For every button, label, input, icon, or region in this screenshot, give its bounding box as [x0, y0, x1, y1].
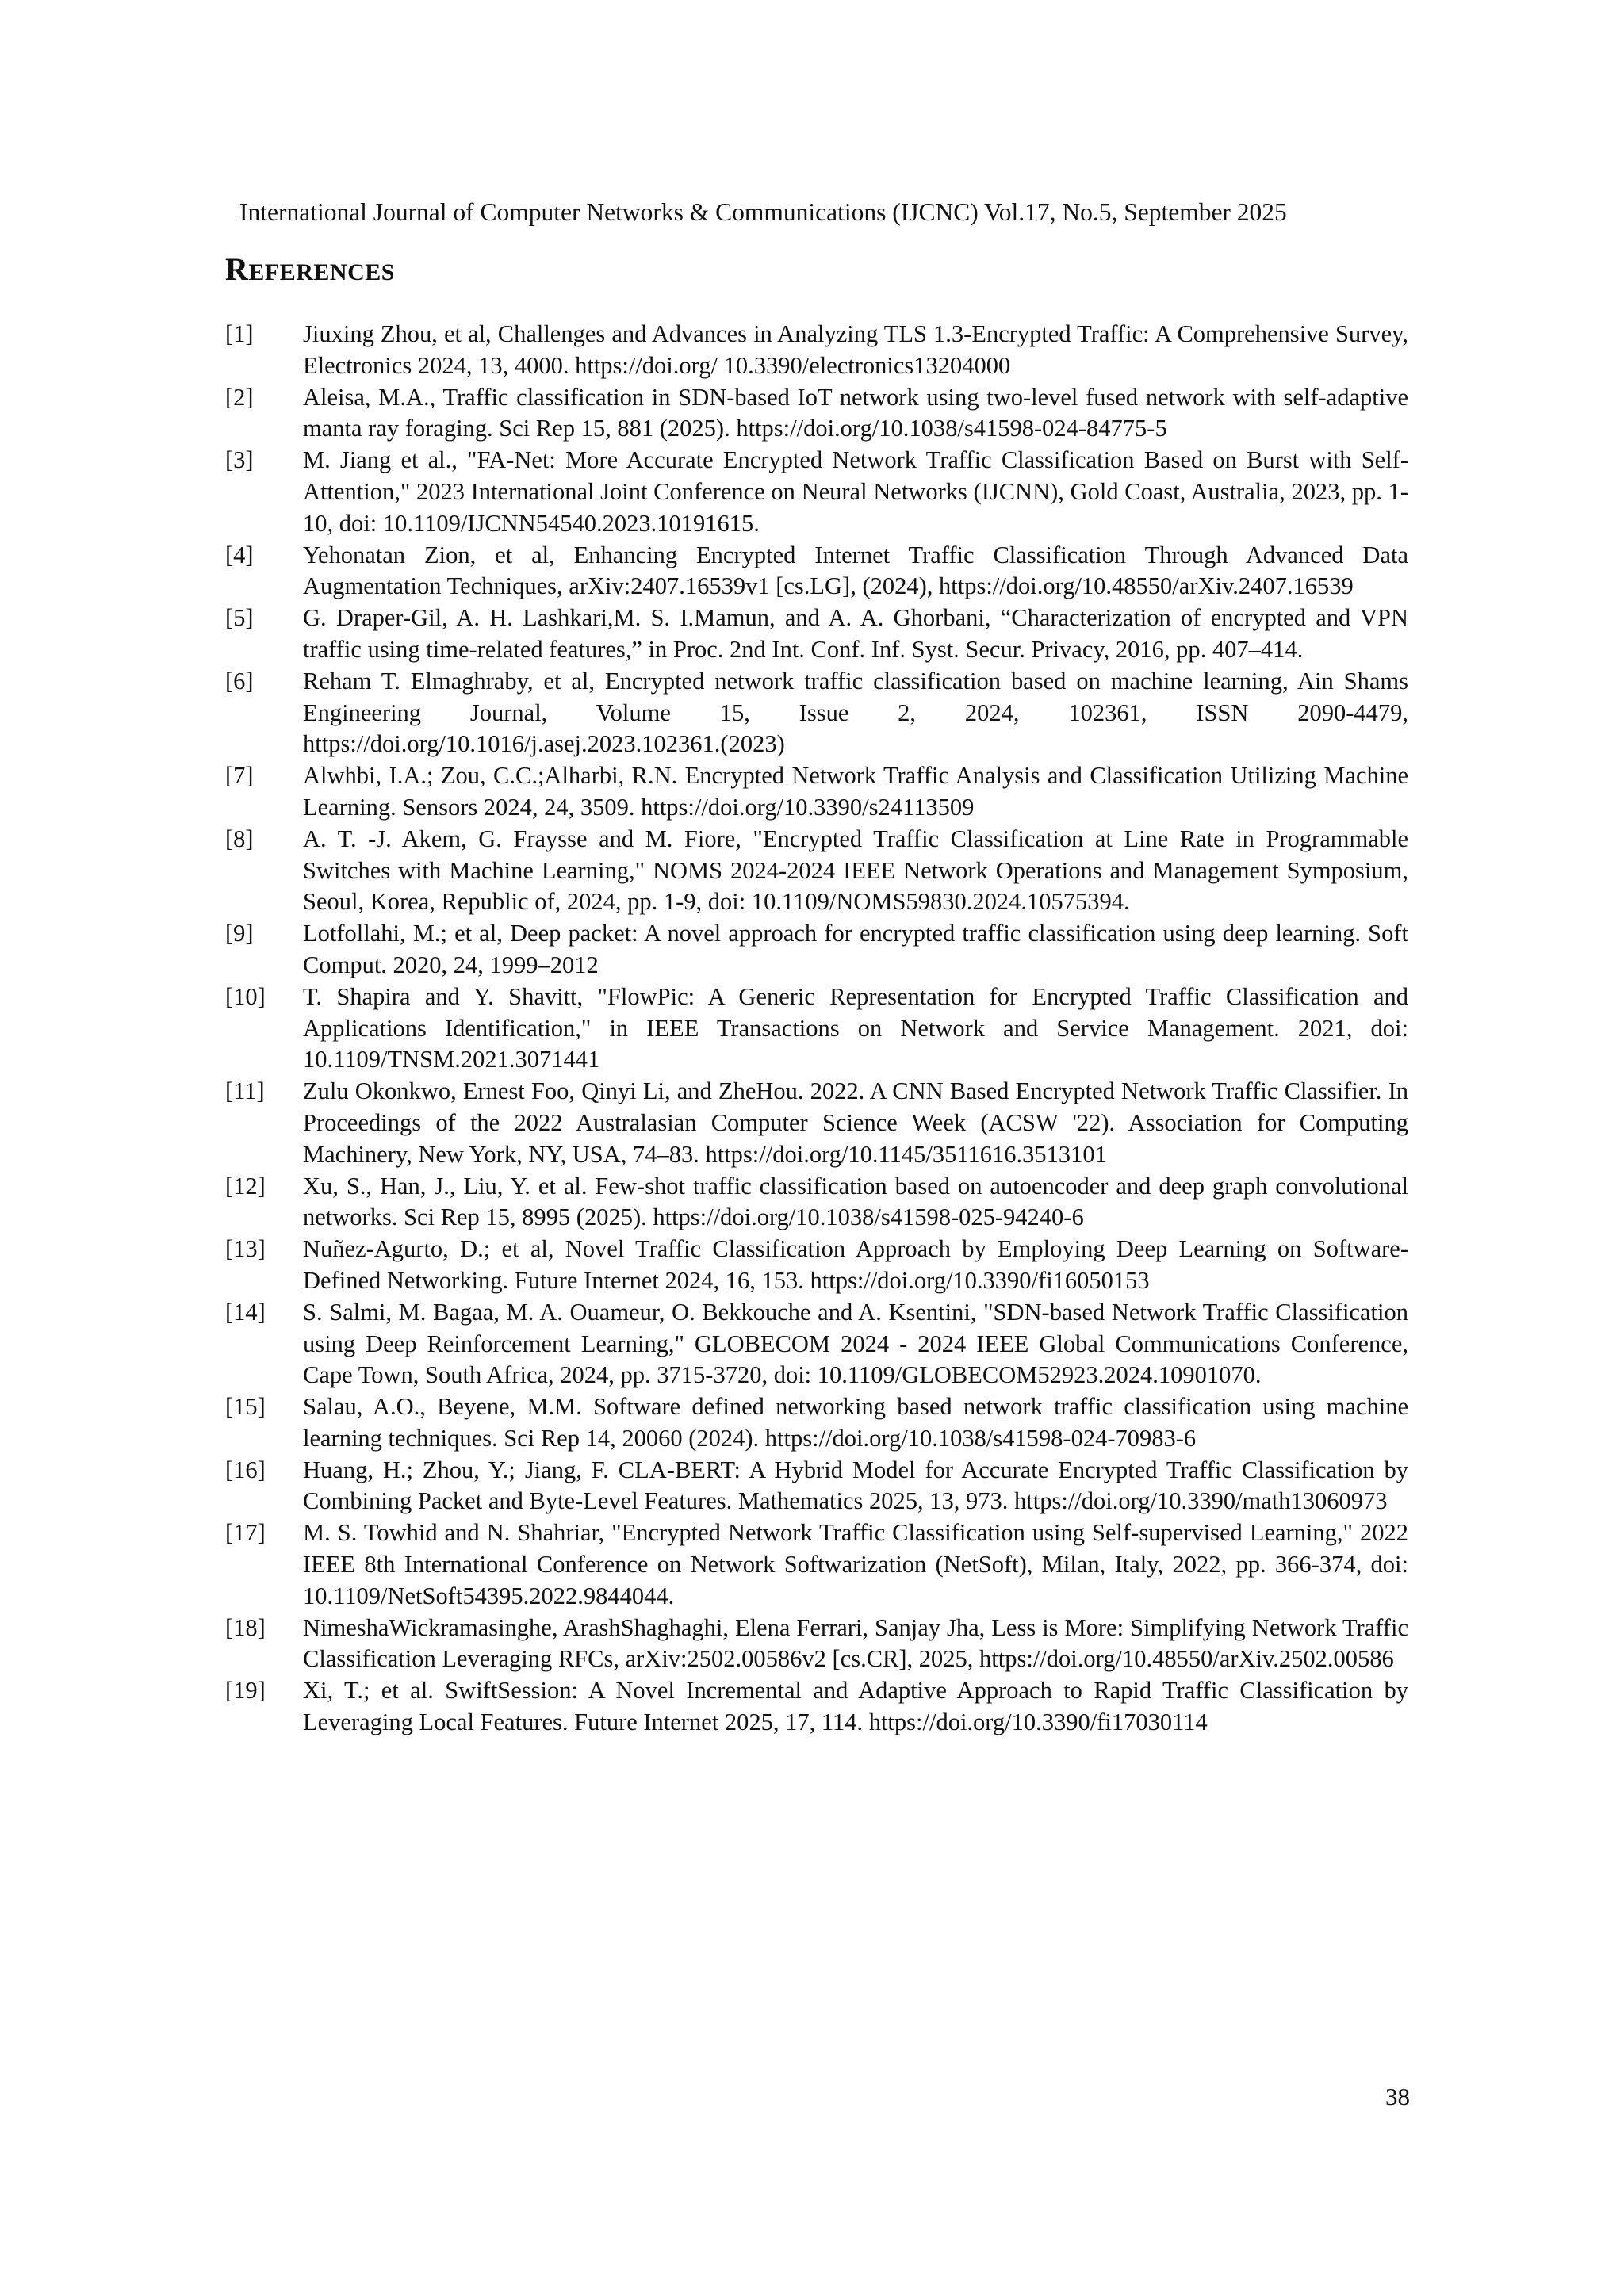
page-number: 38 — [1385, 2083, 1410, 2110]
reference-item — [225, 1613, 1408, 1676]
reference-number: [7] — [225, 762, 254, 790]
reference-number: [14] — [225, 1298, 266, 1326]
reference-number: [13] — [225, 1235, 266, 1263]
reference-item — [225, 824, 1408, 918]
reference-item — [225, 319, 1408, 382]
reference-item — [225, 540, 1408, 603]
reference-item — [225, 1297, 1408, 1391]
reference-text: Yehonatan Zion, et al, Enhancing Encrypted Internet Traffic Classification Through Advanced Data Augmentation Techniques, arXiv:2407.16539v1 [cs.LG], (2024), https://doi.org/10.48550/arXiv.2407.16539 — [303, 541, 1408, 600]
reference-text: T. Shapira and Y. Shavitt, "FlowPic: A Generic Representation for Encrypted Traffic Classification and Applications Identification," in IEEE Transactions on Network and Service Management. 2021, doi: 10.1109/TNSM.2021.3071441 — [303, 982, 1408, 1073]
reference-number: [6] — [225, 667, 254, 695]
reference-number: [2] — [225, 383, 254, 411]
reference-text: NimeshaWickramasinghe, ArashShaghaghi, Elena Ferrari, Sanjay Jha, Less is More: Simplifying Network Traffic Classification Leveraging RFCs, arXiv:2502.00586v2 [cs.CR], 2025, https://doi.org/10.48550/arXiv.2502.00586 — [303, 1613, 1408, 1673]
running-header: International Journal of Computer Networks & Communications (IJCNC) Vol.17, No.5, September 2025 — [239, 198, 1287, 226]
reference-item — [225, 1517, 1408, 1612]
reference-text: Nuñez-Agurto, D.; et al, Novel Traffic Classification Approach by Employing Deep Learning on Software-Defined Networking. Future Internet 2024, 16, 153. https://doi.org/10.3390/fi16050153 — [303, 1235, 1408, 1294]
reference-item — [225, 918, 1408, 982]
reference-text: Zulu Okonkwo, Ernest Foo, Qinyi Li, and ZheHou. 2022. A CNN Based Encrypted Network Traffic Classifier. In Proceedings of the 2022 Australasian Computer Science Week (ACSW '22). Association for Computing Machinery, New York, NY, USA, 74–83. https://doi.org/10.1145/3511616.3513101 — [303, 1077, 1408, 1168]
reference-number: [9] — [225, 920, 254, 947]
reference-text: S. Salmi, M. Bagaa, M. A. Ouameur, O. Bekkouche and A. Ksentini, "SDN-based Network Traffic Classification using Deep Reinforcement Learning," GLOBECOM 2024 - 2024 IEEE Global Communications Conference, Cape Town, South Africa, 2024, pp. 3715-3720, doi: 10.1109/GLOBECOM52923.2024.10901070. — [303, 1298, 1408, 1389]
reference-number: [3] — [225, 446, 254, 474]
reference-item — [225, 1234, 1408, 1297]
reference-list — [225, 319, 1408, 1739]
reference-text: Aleisa, M.A., Traffic classification in SDN-based IoT network using two-level fused network with self-adaptive manta ray foraging. Sci Rep 15, 881 (2025). https://doi.org/10.1038/s41598-024-84775-5 — [303, 383, 1408, 442]
reference-item — [225, 1455, 1408, 1518]
reference-number: [15] — [225, 1393, 266, 1421]
reference-number: [16] — [225, 1456, 266, 1483]
reference-text: Jiuxing Zhou, et al, Challenges and Advances in Analyzing TLS 1.3-Encrypted Traffic: A Comprehensive Survey, Electronics 2024, 13, 4000. https://doi.org/ 10.3390/electronics13204000 — [303, 320, 1408, 379]
reference-item — [225, 1391, 1408, 1455]
reference-number: [1] — [225, 320, 254, 347]
reference-item — [225, 760, 1408, 824]
reference-number: [10] — [225, 982, 266, 1010]
reference-number: [17] — [225, 1519, 266, 1547]
reference-text: M. Jiang et al., "FA-Net: More Accurate Encrypted Network Traffic Classification Based on Burst with Self-Attention," 2023 International Joint Conference on Neural Networks (IJCNN), Gold Coast, Australia, 2023, pp. 1-10, doi: 10.1109/IJCNN54540.2023.10191615. — [303, 446, 1408, 537]
reference-number: [8] — [225, 825, 254, 852]
section-heading — [225, 251, 395, 288]
reference-item — [225, 982, 1408, 1076]
reference-text: G. Draper-Gil, A. H. Lashkari,M. S. I.Mamun, and A. A. Ghorbani, “Characterization of encrypted and VPN traffic using time-related features,” in Proc. 2nd Int. Conf. Inf. Syst. Secur. Privacy, 2016, pp. 407–414. — [303, 604, 1408, 663]
reference-number: [18] — [225, 1613, 266, 1641]
reference-text: M. S. Towhid and N. Shahriar, "Encrypted Network Traffic Classification using Self-supervised Learning," 2022 IEEE 8th International Conference on Network Softwarization (NetSoft), Milan, Italy, 2022, pp. 366-374, doi: 10.1109/NetSoft54395.2022.9844044. — [303, 1519, 1408, 1609]
reference-number: [12] — [225, 1172, 266, 1200]
reference-number: [11] — [225, 1077, 265, 1105]
section-heading-rest: EFERENCES — [248, 259, 395, 285]
section-heading-initial: R — [225, 251, 249, 287]
reference-text: Reham T. Elmaghraby, et al, Encrypted network traffic classification based on machine learning, Ain Shams Engineering Journal, Volume 15, Issue 2, 2024, 102361, ISSN 2090-4479, https://doi.org/10.1016/j.asej.2023.102361.(2023) — [303, 667, 1408, 758]
reference-text: Xi, T.; et al. SwiftSession: A Novel Incremental and Adaptive Approach to Rapid Traffic Classification by Leveraging Local Features. Future Internet 2025, 17, 114. https://doi.org/10.3390/fi17030114 — [303, 1677, 1408, 1736]
reference-item — [225, 445, 1408, 539]
reference-item — [225, 382, 1408, 446]
reference-number: [19] — [225, 1677, 266, 1705]
reference-item — [225, 1675, 1408, 1739]
reference-text: Salau, A.O., Beyene, M.M. Software defined networking based network traffic classification using machine learning techniques. Sci Rep 14, 20060 (2024). https://doi.org/10.1038/s41598-024-70983-6 — [303, 1393, 1408, 1452]
reference-text: Xu, S., Han, J., Liu, Y. et al. Few-shot traffic classification based on autoencoder and deep graph convolutional networks. Sci Rep 15, 8995 (2025). https://doi.org/10.1038/s41598-025-94240-6 — [303, 1172, 1408, 1231]
reference-text: Huang, H.; Zhou, Y.; Jiang, F. CLA-BERT: A Hybrid Model for Accurate Encrypted Traffic Classification by Combining Packet and Byte-Level Features. Mathematics 2025, 13, 973. https://doi.org/10.3390/math13060973 — [303, 1456, 1408, 1515]
reference-text: Alwhbi, I.A.; Zou, C.C.;Alharbi, R.N. Encrypted Network Traffic Analysis and Classification Utilizing Machine Learning. Sensors 2024, 24, 3509. https://doi.org/10.3390/s24113509 — [303, 762, 1408, 821]
reference-text: Lotfollahi, M.; et al, Deep packet: A novel approach for encrypted traffic classification using deep learning. Soft Comput. 2020, 24, 1999–2012 — [303, 920, 1408, 978]
reference-item — [225, 1076, 1408, 1170]
reference-item — [225, 603, 1408, 666]
reference-number: [5] — [225, 604, 254, 632]
reference-number: [4] — [225, 541, 254, 568]
reference-text: A. T. -J. Akem, G. Fraysse and M. Fiore, "Encrypted Traffic Classification at Line Rate in Programmable Switches with Machine Learning," NOMS 2024-2024 IEEE Network Operations and Management Symposium, Seoul, Korea, Republic of, 2024, pp. 1-9, doi: 10.1109/NOMS59830.2024.10575394. — [303, 825, 1408, 916]
reference-item — [225, 666, 1408, 760]
reference-item — [225, 1171, 1408, 1234]
